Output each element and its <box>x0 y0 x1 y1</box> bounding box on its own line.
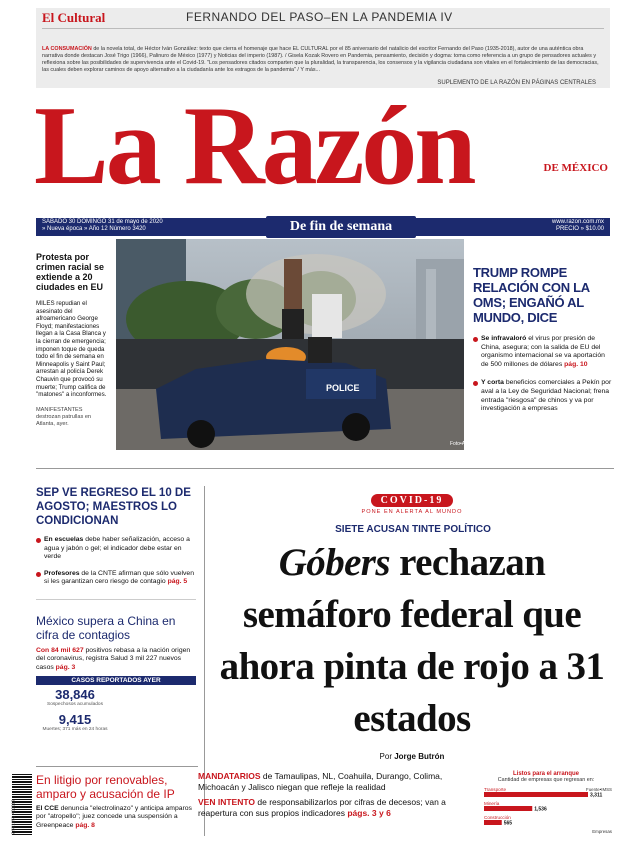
divider <box>42 28 604 29</box>
stat-label: Sospechosos acumulados <box>47 702 103 708</box>
cultural-lead-kicker: LA CONSUMACIÓN <box>42 46 92 52</box>
chart-value-label: 565 <box>503 820 513 827</box>
bullet-kicker: Profesores <box>44 569 80 577</box>
date-bar <box>36 218 610 236</box>
divider <box>36 766 198 767</box>
bullet-text: debe haber señalización, acceso a agua y jabón o gel; el indicador debe estar en verde <box>44 536 190 561</box>
divider <box>36 599 196 600</box>
chart-subtitle: Cantidad de empresas que regresan en: <box>497 777 595 783</box>
chart-category-label: Transporte <box>484 787 507 792</box>
cultural-banner[interactable] <box>36 8 610 88</box>
main-paragraph-1 <box>198 771 470 793</box>
school-story[interactable] <box>36 486 196 587</box>
chart-unit: Empresas <box>592 829 612 834</box>
trump-bullet-1 <box>473 335 613 369</box>
cultural-lead-text: de la novela total, de Héctor Iván González: texto que cierra el homenaje que hace EL CULTURAL por el 85 aniversario del natalicio del escritor Fernando del Paso (1935-2018), autor de una auténtica obra narrativa donde destacan José Trigo (1966), Palinuro de México (1977) y Noticias del imperio (1987). / Gisela Kozak Rovero en Pandemia, pensamiento, decisión y dogma: toma como referencia a un grupo de pensadores actuales y reflexiona sobre las posibilidades de supervivencia ante el Covid-19. "Los pensadores citados comparten que la pluralidad, la transparencia, los consensos y la vigilancia ciudadana son vitales en el fortalecimiento de las democracias, las cuales deben explorar caminos de apoyo alternativo a la ciudadanía ante los estragos de la pandemia" / Y más... <box>42 46 599 73</box>
protest-body: MILES repudian el asesinato del afroamericano George Floyd; manifestaciones llegan a la Casa Blanca y la cierran de emergencia; imponen toque de queda todo el fin de semana en Minneapolis y Saint Paul; arrestan al policía Derek Chauvin que provocó su muerte; Trump califica de "matones" a inconformes. <box>36 300 107 399</box>
photo-caption: MANIFESTANTES destrozan patrullas en Atlanta, ayer. <box>36 406 92 427</box>
website-link[interactable]: www.razon.com.mx <box>551 219 604 225</box>
chart-svg <box>478 785 614 837</box>
protest-photo-illustration <box>116 239 469 450</box>
chart-source: Fuente•IMSS <box>586 787 612 792</box>
page-ref: págs. 3 y 6 <box>347 808 391 818</box>
lead-photo[interactable] <box>116 239 469 450</box>
page-ref: pág. 10 <box>564 360 588 368</box>
chart-category-label: Minería <box>484 801 500 806</box>
section-divider <box>36 468 614 469</box>
trump-headline: TRUMP ROMPE RELACIÓN CON LA OMS; ENGAÑÓ AL MUNDO, DICE <box>473 265 590 325</box>
body-text: denuncia "electrolinazo" y anticipa amparos por "atropello"; juez concede una suspensión a Greenpeace <box>36 805 192 829</box>
school-headline: SEP VE REGRESO EL 10 DE AGOSTO; MAESTROS LO CONDICIONAN <box>36 487 191 527</box>
edition-date <box>42 219 163 233</box>
byline <box>210 752 614 761</box>
covid-badge <box>352 490 472 515</box>
body-kicker: El CCE <box>36 805 59 812</box>
main-story-body <box>198 771 470 823</box>
paragraph-text: de Tamaulipas, NL, Coahuila, Durango, Colima, Michoacán y Jalisco niegan que refleje la realidad <box>198 771 443 792</box>
body-kicker: Con 84 mil 627 <box>36 646 84 654</box>
police-text: POLICE <box>326 383 360 393</box>
edition-number: » Nueva época » Año 12 Número 3420 <box>42 226 146 232</box>
paragraph-kicker: VEN INTENTO <box>198 797 255 807</box>
bullet-kicker: Y corta <box>481 379 504 387</box>
chart-bar <box>484 820 502 825</box>
weekend-badge: De fin de semana <box>266 216 416 238</box>
stat-deaths <box>36 712 114 732</box>
headline-italic: Góbers <box>278 541 390 584</box>
page-ref: pág. 5 <box>167 578 188 586</box>
main-paragraph-2 <box>198 797 470 819</box>
trump-story[interactable] <box>473 265 613 414</box>
stat-suspected <box>36 687 114 707</box>
paragraph-kicker: MANDATARIOS <box>198 771 261 781</box>
business-chart <box>478 771 614 837</box>
left-column <box>36 486 196 735</box>
bullet-text: beneficios comerciales a Pekín por aval a la Ley de Seguridad Nacional; frena entrada "riesgosa" de chinos y va por investigación a empresas <box>481 379 612 413</box>
china-headline: México supera a China en cifra de contagios <box>36 613 176 642</box>
barcode <box>4 773 34 837</box>
body-text: positivos rebasa a la nación origen del coronavirus, registra Salud 3 mil 227 nuevos casos <box>36 646 191 671</box>
renewables-story[interactable] <box>36 773 196 830</box>
byline-author: Jorge Butrón <box>394 752 445 761</box>
cultural-brand: El Cultural <box>42 10 106 25</box>
page-ref: pág. 3 <box>55 663 76 671</box>
web-and-price <box>552 219 604 233</box>
chart-category-label: Construcción <box>484 815 511 820</box>
bullet-kicker: En escuelas <box>44 536 84 543</box>
main-kicker: SIETE ACUSAN TINTE POLÍTICO <box>335 524 491 535</box>
china-body <box>36 647 196 672</box>
bullet-text: el virus por presión de China, asegura; con la salida de EU del organismo internacional se va aportación de 500 millones de dólares <box>481 335 605 368</box>
renewables-headline: En litigio por renovables, amparo y acusación de IP <box>36 773 175 801</box>
cases-bar: CASOS REPORTADOS AYER <box>36 676 196 685</box>
chart-bar <box>484 792 588 797</box>
school-bullet-2 <box>36 570 196 587</box>
trump-bullet-2 <box>473 379 613 413</box>
price: PRECIO » $10.00 <box>555 226 604 232</box>
chart-value-label: 1,536 <box>534 806 547 813</box>
cultural-lead <box>42 46 602 74</box>
protest-story[interactable] <box>36 252 108 428</box>
chart-value-label: 3,311 <box>590 792 603 799</box>
bullet-text: de la CNTE afirman que sólo vuelven si les garantizan cero riesgo de contagio <box>44 569 194 586</box>
masthead-subtitle: DE MÉXICO <box>543 162 608 174</box>
chart-title: Listos para el arranque <box>512 771 580 777</box>
byline-prefix: Por <box>379 752 392 761</box>
covid-subtitle: PONE EN ALERTA AL MUNDO <box>361 509 463 515</box>
main-headline[interactable] <box>210 537 614 745</box>
protest-headline: Protesta por crimen racial se extiende a 20 ciudades en EU <box>36 252 105 292</box>
bullet-kicker: Se infravaloró <box>481 335 527 342</box>
stat-label: Muertes; 371 más en 24 horas <box>42 727 108 733</box>
stat-value: 38,846 <box>55 687 95 703</box>
covid-tag: COVID-19 <box>371 494 454 507</box>
cultural-headline: FERNANDO DEL PASO–EN LA PANDEMIA IV <box>186 10 453 24</box>
photo-credit: Foto•AP <box>450 441 469 447</box>
date-line: SÁBADO 30 DOMINGO 31 de mayo de 2020 <box>42 219 163 225</box>
chart-bar <box>484 806 532 811</box>
barcode-number: 7 501051 400019 <box>10 799 16 835</box>
school-bullet-1 <box>36 536 196 562</box>
renewables-body <box>36 805 196 830</box>
page-ref: pág. 8 <box>75 821 95 829</box>
headline-rest: rechazan semáforo federal que ahora pinta de rojo a 31 estados <box>219 541 605 740</box>
newspaper-logo: La Razón <box>34 84 474 208</box>
china-story[interactable] <box>36 614 196 735</box>
masthead <box>34 84 614 220</box>
stat-value: 9,415 <box>58 712 92 728</box>
cultural-supplement: SUPLEMENTO DE LA RAZÓN EN PÁGINAS CENTRALES <box>437 80 596 86</box>
paragraph-text: de responsabilizarlos por cifras de decesos; van a reapertura con sus propios indicadores <box>198 797 446 818</box>
